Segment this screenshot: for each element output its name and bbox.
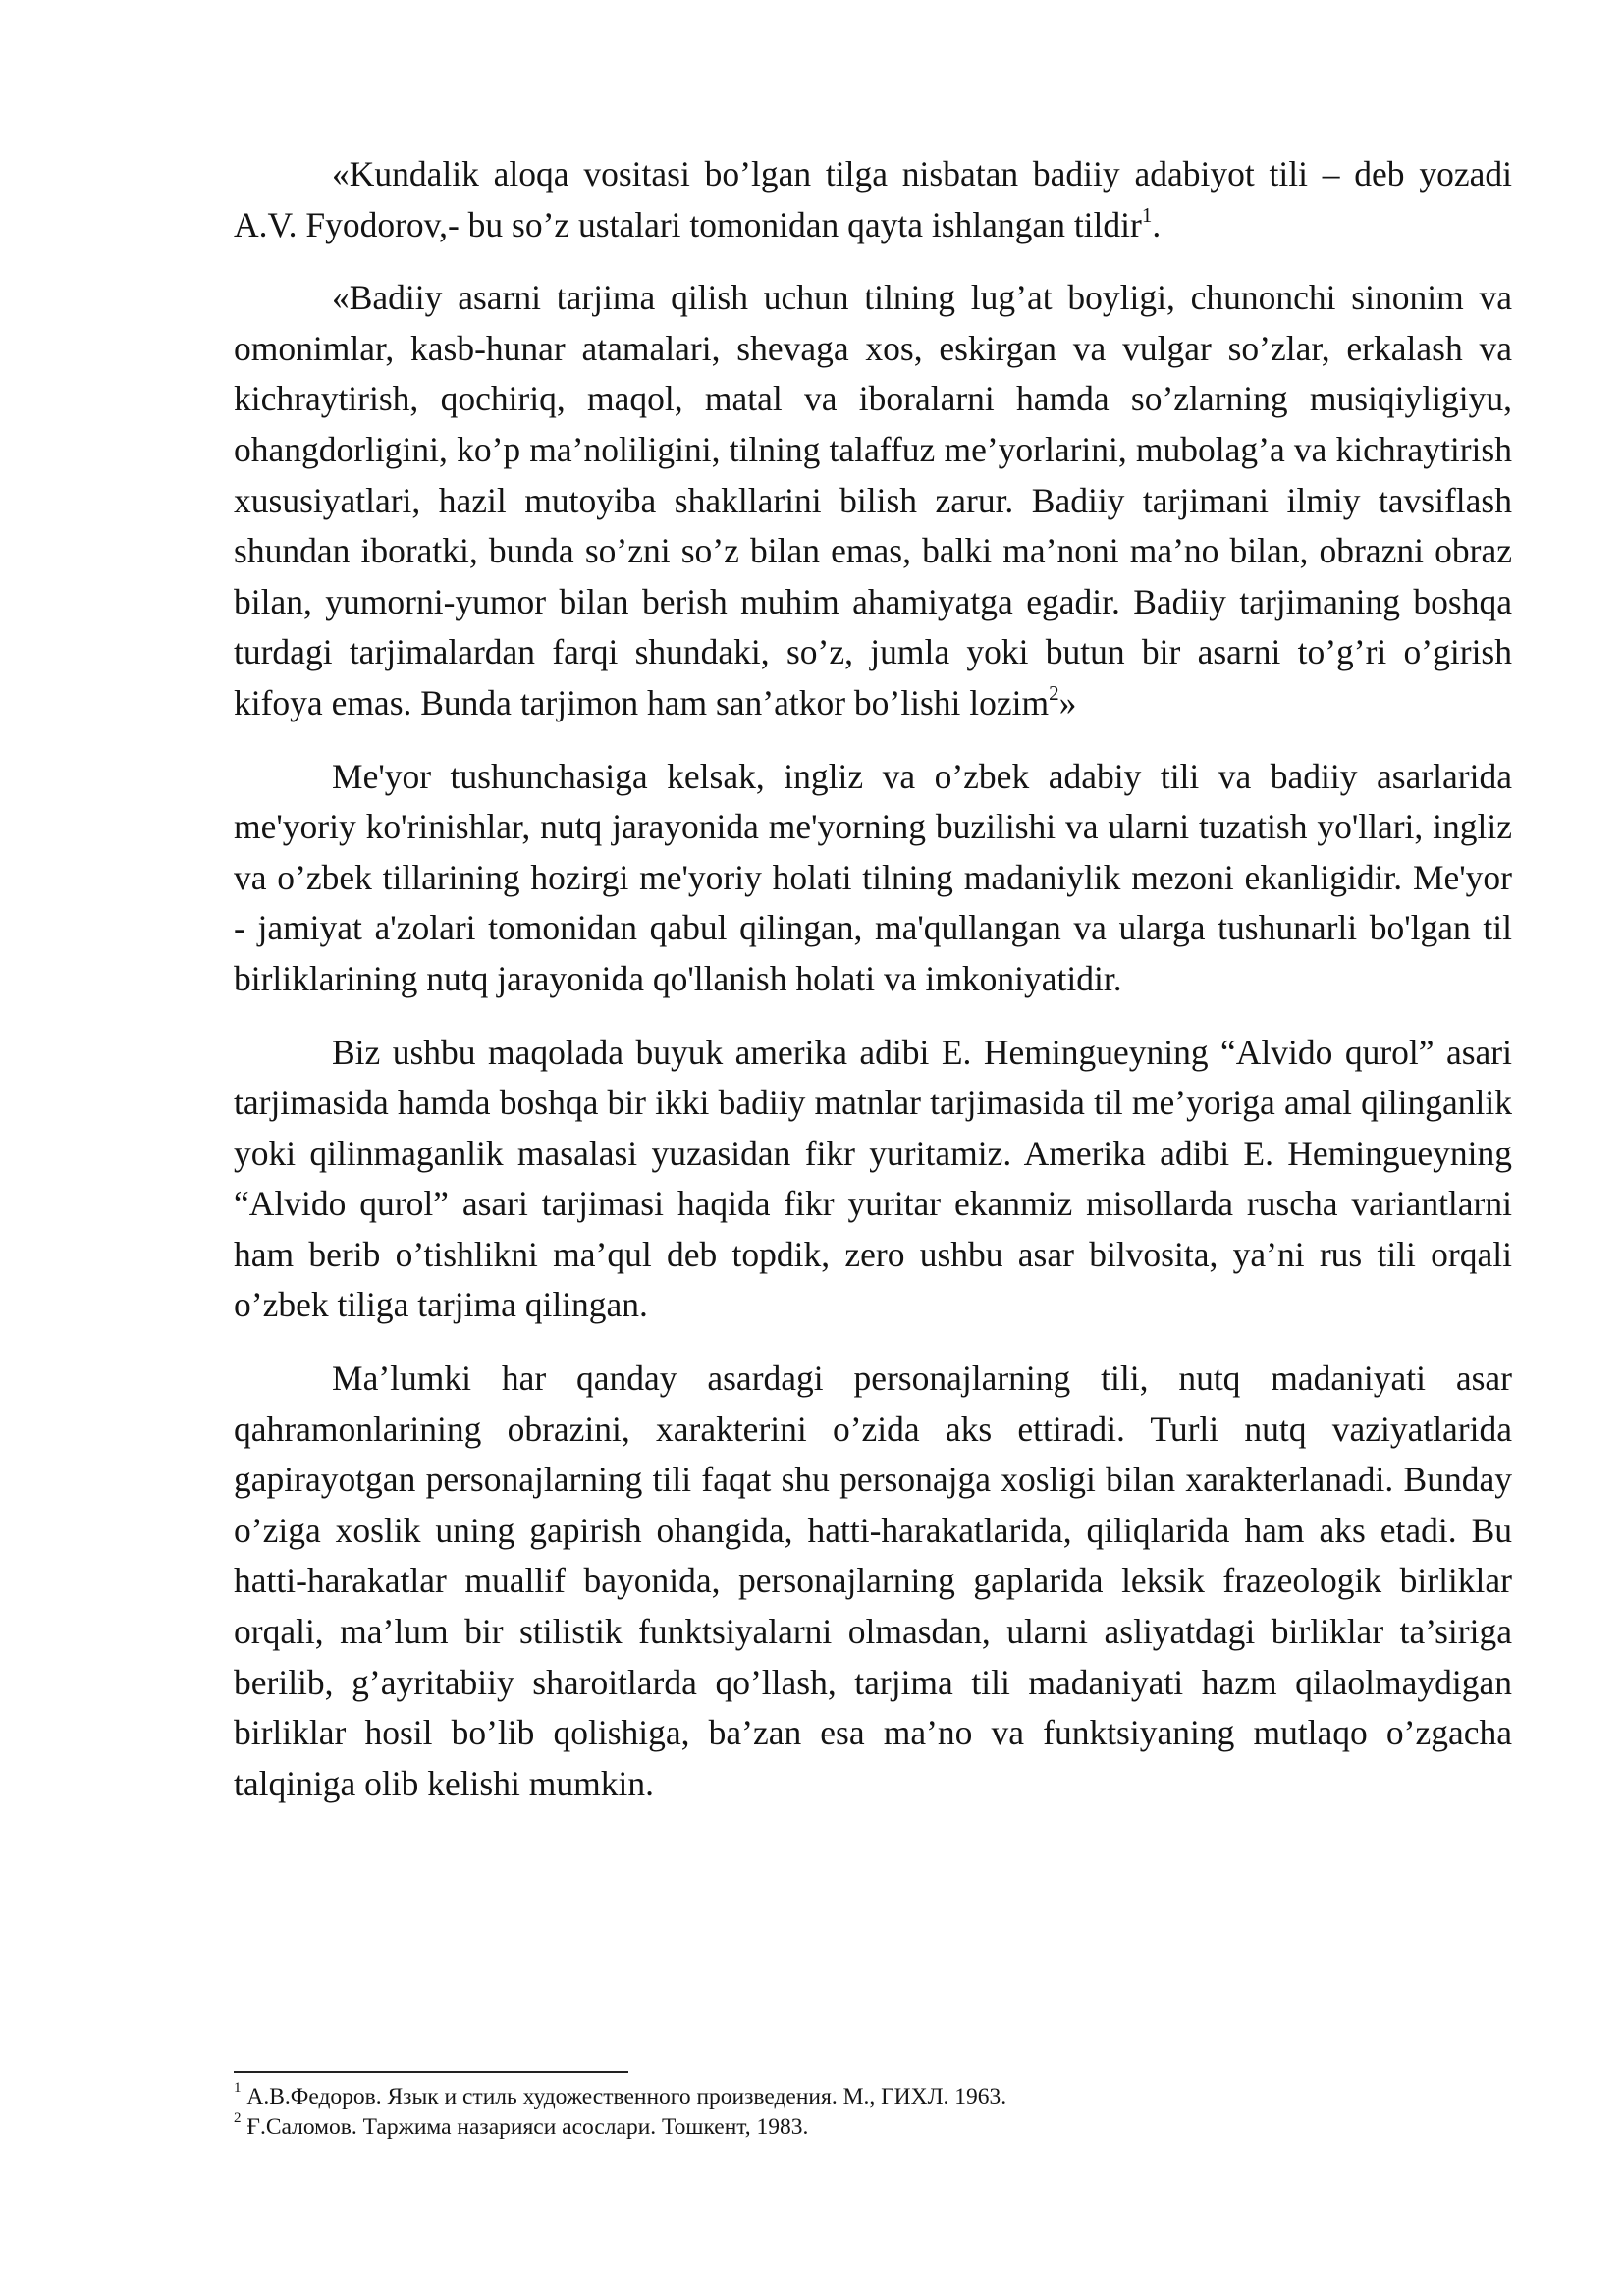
footnote-separator [234,2071,628,2073]
footnote-ref-2: 2 [1049,681,1059,706]
footnotes [234,2082,1512,2143]
paragraph-2-tail: » [1058,682,1077,722]
paragraph-4-text: Biz ushbu maqolada buyuk amerika adibi E. Hemingueyning “Alvido qurol” asari tarjimasida hamda boshqa bir ikki badiiy matnlar tarjimasida til me’yoriga amal qilinganlik yoki qilinmaganlik masalasi yuzasidan fikr yuritamiz. Amerika adibi E. Hemingueyning “Alvido qurol” asari tarjimasi haqida fikr yuritar ekanmiz misollarda ruscha variantlarni ham berib o’tishlikni ma’qul deb topdik, zero ushbu asar bilvosita, ya’ni rus tili orqali o’zbek tiliga tarjima qilingan. [234,1032,1512,1325]
paragraph-2 [234,273,1512,728]
paragraph-1-tail: . [1152,204,1162,244]
footnote-2-number: 2 [234,2110,242,2127]
footnote-ref-1: 1 [1141,202,1153,227]
paragraph-4 [234,1028,1512,1332]
paragraph-2-text: «Badiiy asarni tarjima qilish uchun tilning lug’at boyligi, chunonchi sinonim va omonimlar, kasb-hunar atamalari, shevaga xos, eskirgan va vulgar so’zlar, erkalash va kichraytirish, qochiriq, maqol, matal va iboralarni hamda so’zlarning musiqiyligiyu, ohangdorligini, ko’p ma’noliligini, tilning talaffuz me’yorlarini, mubolag’a va kichraytirish xususiyatlari, hazil mutoyiba shakllarini bilish zarur. Badiiy tarjimani ilmiy tavsiflash shundan iboratki, bunda so’zni so’z bilan emas, balki ma’noni ma’no bilan, obrazni obraz bilan, yumorni-yumor bilan berish muhim ahamiyatga egadir. Badiiy tarjimaning boshqa turdagi tarjimalardan farqi shundaki, so’z, jumla yoki butun bir asarni to’g’ri o’girish kifoya emas. Bunda tarjimon ham san’atkor bo’lishi lozim [234,278,1512,722]
footnote-1-number: 1 [234,2080,242,2097]
footnote-2-text: Ғ.Саломов. Таржима назарияси асослари. Тошкент, 1983. [241,2114,809,2140]
body-text [234,149,1512,1832]
paragraph-3-text: Me'yor tushunchasiga kelsak, ingliz va o’zbek adabiy tili va badiiy asarlarida me'yoriy ko'rinishlar, nutq jarayonida me'yorning buzilishi va ularni tuzatish yo'llari, ingliz va o’zbek tillarining hozirgi me'yoriy holati tilning madaniylik mezoni ekanligidir. Me'yor - jamiyat a'zolari tomonidan qabul qilingan, ma'qullangan va ularga tushunarli bo'lgan til birliklarining nutq jarayonida qo'llanish holati va imkoniyatidir. [234,756,1512,998]
footnote-2 [234,2112,1512,2143]
paragraph-5-text: Ma’lumki har qanday asardagi personajlarning tili, nutq madaniyati asar qahramonlarining obrazini, xarakterini o’zida aks ettiradi. Turli nutq vaziyatlarida gapirayotgan personajlarning tili faqat shu personajga xosligi bilan xarakterlanadi. Bunday o’ziga xoslik uning gapirish ohangida, hatti-harakatlarida, qiliqlarida ham aks etadi. Bu hatti-harakatlar muallif bayonida, personajlarning gaplarida leksik frazeologik birliklar orqali, ma’lum bir stilistik funktsiyalarni olmasdan, ularni asliyatdagi birliklar ta’siriga berilib, g’ayritabiiy sharoitlarda qo’llash, tarjima tili madaniyati hazm qilaolmaydigan birliklar hosil bo’lib qolishiga, ba’zan esa ma’no va funktsiyaning mutlaqo o’zgacha talqiniga olib kelishi mumkin. [234,1359,1512,1803]
paragraph-3 [234,752,1512,1005]
footnote-1 [234,2082,1512,2112]
paragraph-5 [234,1354,1512,1809]
paragraph-1 [234,149,1512,250]
footnote-1-text: А.В.Федоров. Язык и стиль художественного произведения. М., ГИХЛ. 1963. [241,2084,1007,2109]
paragraph-1-text: «Kundalik aloqa vositasi bo’lgan tilga nisbatan badiiy adabiyot tili – deb yozadi A.V. Fyodorov,- bu so’z ustalari tomonidan qayta ishlangan tildir [234,154,1512,244]
